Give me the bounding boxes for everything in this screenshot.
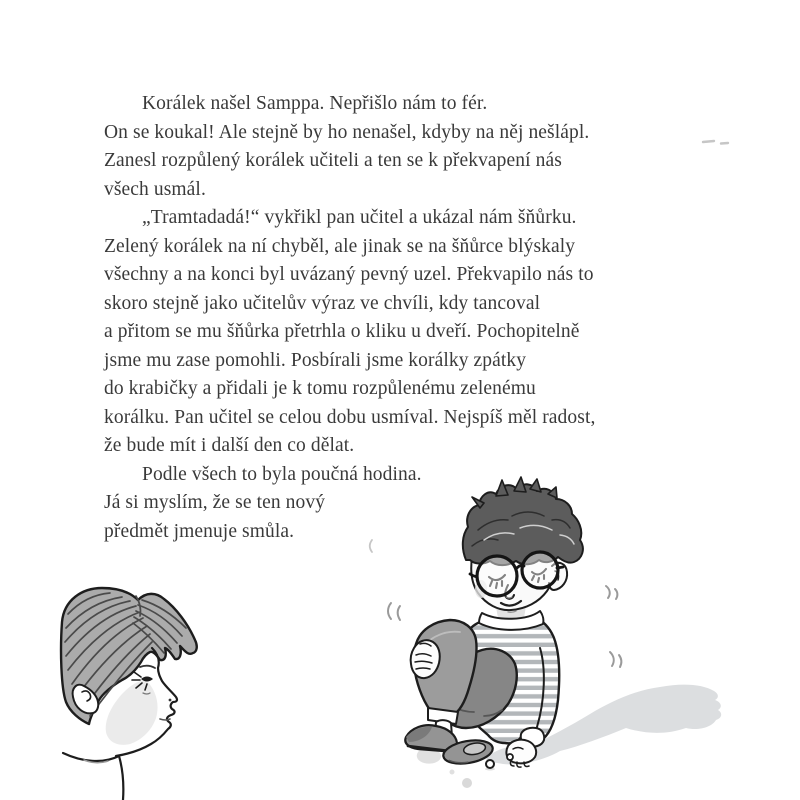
boy-hair	[463, 477, 583, 565]
story-line: všechny a na konci byl uvázaný pevný uzel. Překvapilo nás to	[104, 264, 594, 285]
pebble	[450, 770, 455, 775]
bead-in-hand	[507, 754, 513, 760]
story-line: předmět jmenuje smůla.	[104, 520, 295, 542]
story-line: Korálek našel Samppa. Nepřišlo nám to fér.	[142, 93, 488, 114]
boy-left-hand	[411, 640, 440, 678]
boy-illustration	[405, 477, 583, 771]
story-line: Podle všech to byla poučná hodina.	[142, 463, 422, 485]
story-line: „Tramtadadá!“ vykřikl pan učitel a ukázal nám šňůrku.	[142, 207, 577, 228]
story-line: jsme mu zase pomohli. Posbírali jsme korálky zpátky	[104, 349, 527, 371]
girl-head-illustration	[61, 588, 197, 800]
pebble	[462, 778, 472, 788]
story-line: že bude mít i další den co dělat.	[104, 435, 355, 456]
story-line: do krabičky a přidali je k tomu rozpůlenému zelenému	[104, 378, 536, 399]
bead-on-floor	[486, 760, 494, 768]
story-line: všech usmál.	[104, 178, 206, 200]
story-line: On se koukal! Ale stejně by ho nenašel, kdyby na něj nešlápl.	[104, 121, 590, 143]
story-line: Zelený korálek na ní chyběl, ale jinak se na šňůrce blýskaly	[104, 235, 576, 257]
story-line: Já si myslím, že se ten nový	[104, 492, 326, 513]
story-line: korálku. Pan učitel se celou dobu usmíval. Nejspíš měl radost,	[104, 406, 596, 428]
story-line: Zanesl rozpůlený korálek učiteli a ten se k překvapení nás	[104, 150, 562, 171]
story-line: a přitom se mu šňůrka přetrhla o kliku u dveří. Pochopitelně	[104, 321, 580, 342]
boy-right-hand	[506, 740, 536, 768]
story-line: skoro stejně jako učitelův výraz ve chvíli, kdy tancoval	[104, 292, 541, 314]
